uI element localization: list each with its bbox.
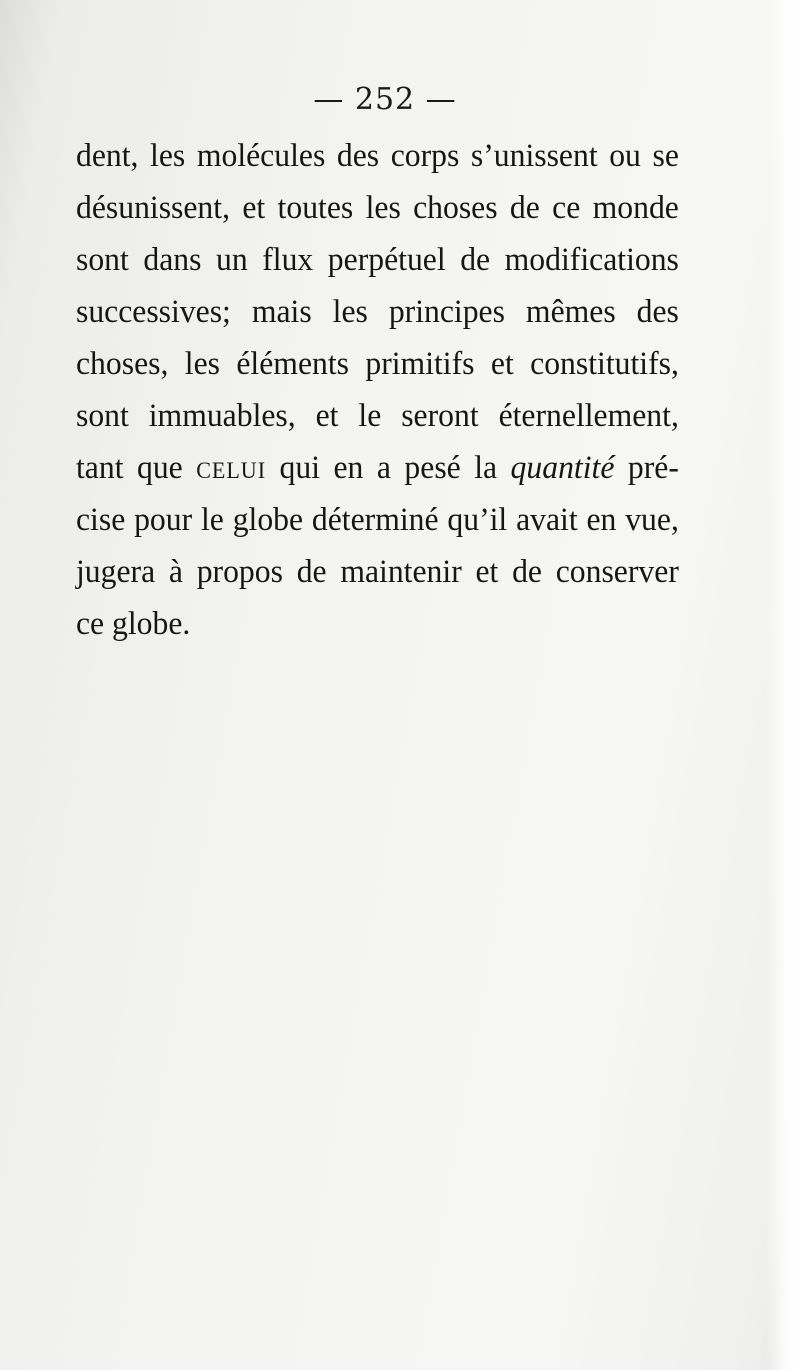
small-caps-word: celui <box>196 450 267 486</box>
text-line: désunissent, et toutes les choses de ce monde <box>76 190 679 226</box>
text-line: jugera à propos de maintenir et de conserver <box>76 554 679 590</box>
text-run: pré- <box>614 450 679 486</box>
text-line: ce globe. <box>76 606 191 642</box>
text-line: choses, les éléments primitifs et constitutifs, <box>76 346 679 382</box>
body-paragraph <box>76 130 679 650</box>
text-run: tant que <box>76 450 197 486</box>
text-line: cise pour le globe déterminé qu’il avait en vue, <box>76 502 679 538</box>
text-line: successives; mais les principes mêmes des <box>76 294 679 330</box>
page-number: — 252 — <box>313 82 457 117</box>
italic-word: quantité <box>510 450 615 486</box>
page-edge <box>766 0 800 1370</box>
text-line: dent, les molécules des corps s’unissent ou se <box>76 138 679 174</box>
text-line <box>76 442 679 494</box>
text-line: sont dans un flux perpétuel de modifications <box>76 242 679 278</box>
text-line: sont immuables, et le seront éternellement, <box>76 398 679 434</box>
text-run: qui en a pesé la <box>266 450 511 486</box>
